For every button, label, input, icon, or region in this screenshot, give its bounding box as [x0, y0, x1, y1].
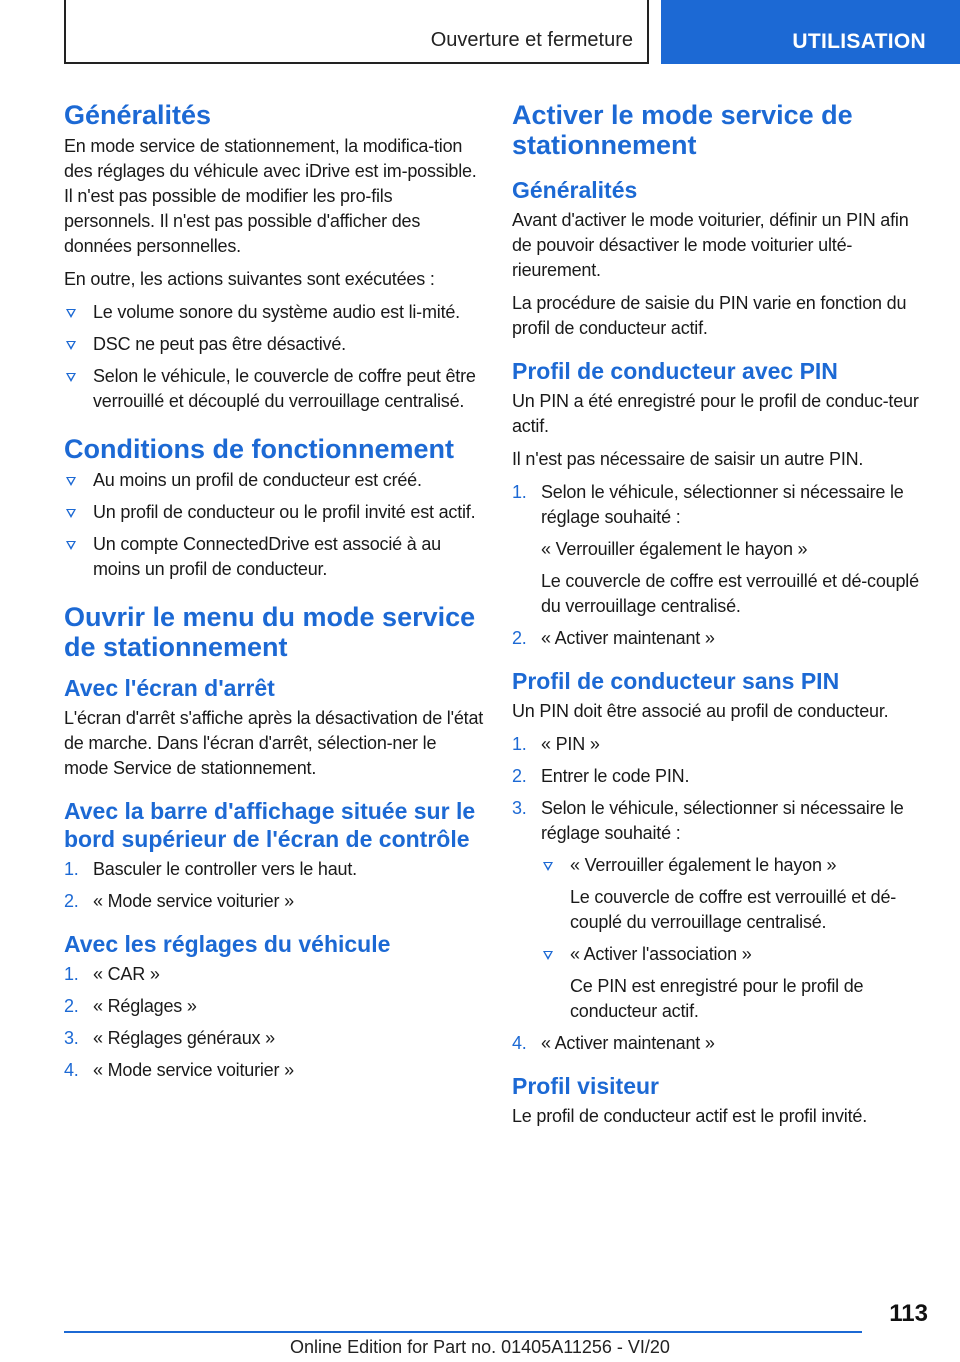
right-generalites-paragraph-2: La procédure de saisie du PIN varie en fonction du profil de conducteur actif.: [512, 293, 907, 338]
header-section-title: Ouverture et fermeture: [430, 29, 633, 51]
page-number: 113: [889, 1300, 928, 1327]
triangle-bullet-icon: [543, 862, 553, 871]
generalites-actions-intro: En outre, les actions suivantes sont exécutées :: [64, 269, 435, 289]
list-item: 2. « Activer maintenant »: [512, 628, 715, 648]
profil-visiteur-paragraph: Le profil de conducteur actif est le profil invité.: [512, 1106, 867, 1126]
right-generalites-heading: Généralités: [512, 177, 638, 203]
list-item: 2. « Réglages »: [64, 996, 197, 1016]
list-item: 4. « Mode service voiturier »: [64, 1060, 294, 1080]
triangle-bullet-icon: [66, 373, 76, 382]
list-item: 2. « Mode service voiturier »: [64, 891, 294, 911]
avec-pin-paragraph-2: Il n'est pas nécessaire de saisir un autre PIN.: [512, 449, 864, 469]
triangle-bullet-icon: [66, 541, 76, 550]
profil-visiteur-heading: Profil visiteur: [512, 1073, 659, 1099]
avec-pin-heading: Profil de conducteur avec PIN: [512, 358, 838, 384]
header-chapter-tab: [661, 0, 960, 64]
reglages-steps-list: [64, 962, 484, 1083]
avec-pin-paragraph-1: Un PIN a été enregistré pour le profil de conduc-teur actif.: [512, 391, 919, 436]
list-item: Selon le véhicule, le couvercle de coffre peut être verrouillé et découplé du verrouillage centralisé.: [64, 364, 484, 414]
activer-heading: Activer le mode service de stationnement: [512, 100, 853, 160]
list-item: DSC ne peut pas être désactivé.: [64, 332, 484, 357]
triangle-bullet-icon: [66, 509, 76, 518]
ouvrir-menu-heading: Ouvrir le menu du mode service de stationnement: [64, 602, 476, 662]
list-item: 2. Entrer le code PIN.: [512, 766, 690, 786]
list-item: 1. Basculer le controller vers le haut.: [64, 859, 357, 879]
triangle-bullet-icon: [543, 951, 553, 960]
barre-affichage-heading: Avec la barre d'affichage située sur le bord supérieur de l'écran de contrôle: [64, 798, 476, 852]
list-item: « Verrouiller également le hayon » Le couvercle de coffre est verrouillé et dé-couplé du verrouillage centralisé.: [541, 853, 932, 935]
actions-list: [64, 300, 484, 414]
list-item: 1. « CAR »: [64, 964, 160, 984]
ecran-arret-heading: Avec l'écran d'arrêt: [64, 675, 275, 701]
sans-pin-steps-list: [512, 732, 932, 1056]
step-option-label: « Verrouiller également le hayon »: [541, 539, 808, 559]
triangle-bullet-icon: [66, 477, 76, 486]
conditions-list: [64, 468, 484, 582]
right-column: [512, 100, 932, 1137]
edition-footer: Online Edition for Part no. 01405A11256 - VI/20: [290, 1337, 670, 1357]
header-chapter-title: UTILISATION: [792, 30, 926, 53]
list-item: « Activer l'association » Ce PIN est enregistré pour le profil de conducteur actif.: [541, 942, 932, 1024]
step-option-description: Le couvercle de coffre est verrouillé et dé-couplé du verrouillage centralisé.: [541, 571, 919, 616]
sans-pin-options-list: [541, 853, 932, 1024]
list-item: 4. « Activer maintenant »: [512, 1033, 715, 1053]
list-item: 3. Selon le véhicule, sélectionner si nécessaire le réglage souhaité : « Verrouiller également le hayon » Le couvercle de coffre est verrouillé et dé-couplé du verrouillage centralisé. « Activer l'association » Ce PIN est enregistré pour le profil de conducteur actif.: [512, 796, 932, 1024]
list-item: Un compte ConnectedDrive est associé à au moins un profil de conducteur.: [64, 532, 484, 582]
triangle-bullet-icon: [66, 309, 76, 318]
list-item: Un profil de conducteur ou le profil invité est actif.: [64, 500, 484, 525]
right-generalites-paragraph-1: Avant d'activer le mode voiturier, définir un PIN afin de pouvoir désactiver le mode voiturier ulté-rieurement.: [512, 210, 909, 280]
left-column: [64, 100, 484, 1091]
conditions-heading: Conditions de fonctionnement: [64, 434, 454, 464]
reglages-vehicule-heading: Avec les réglages du véhicule: [64, 931, 391, 957]
avec-pin-steps-list: [512, 480, 932, 651]
generalites-paragraph: En mode service de stationnement, la modifica-tion des réglages du véhicule avec iDrive est im-possible. Il n'est pas possible de modifier les pro-fils personnels. Il n'est pas possible d'afficher des données personnelles.: [64, 136, 477, 256]
list-item: 1. « PIN »: [512, 734, 600, 754]
list-item: Au moins un profil de conducteur est créé.: [64, 468, 484, 493]
sans-pin-heading: Profil de conducteur sans PIN: [512, 668, 840, 694]
sans-pin-paragraph: Un PIN doit être associé au profil de conducteur.: [512, 701, 889, 721]
generalites-heading: Généralités: [64, 100, 212, 130]
list-item: 1. Selon le véhicule, sélectionner si nécessaire le réglage souhaité : « Verrouiller également le hayon » Le couvercle de coffre est verrouillé et dé-couplé du verrouillage centralisé.: [512, 480, 932, 619]
barre-steps-list: [64, 857, 484, 914]
ecran-arret-paragraph: L'écran d'arrêt s'affiche après la désactivation de l'état de marche. Dans l'écran d'arrêt, sélection-ner le mode Service de stationnement.: [64, 708, 484, 778]
list-item: Le volume sonore du système audio est li-mité.: [64, 300, 484, 325]
triangle-bullet-icon: [66, 341, 76, 350]
list-item: 3. « Réglages généraux »: [64, 1028, 275, 1048]
header-section-tab: [64, 0, 649, 64]
footer-divider: [64, 1331, 862, 1333]
